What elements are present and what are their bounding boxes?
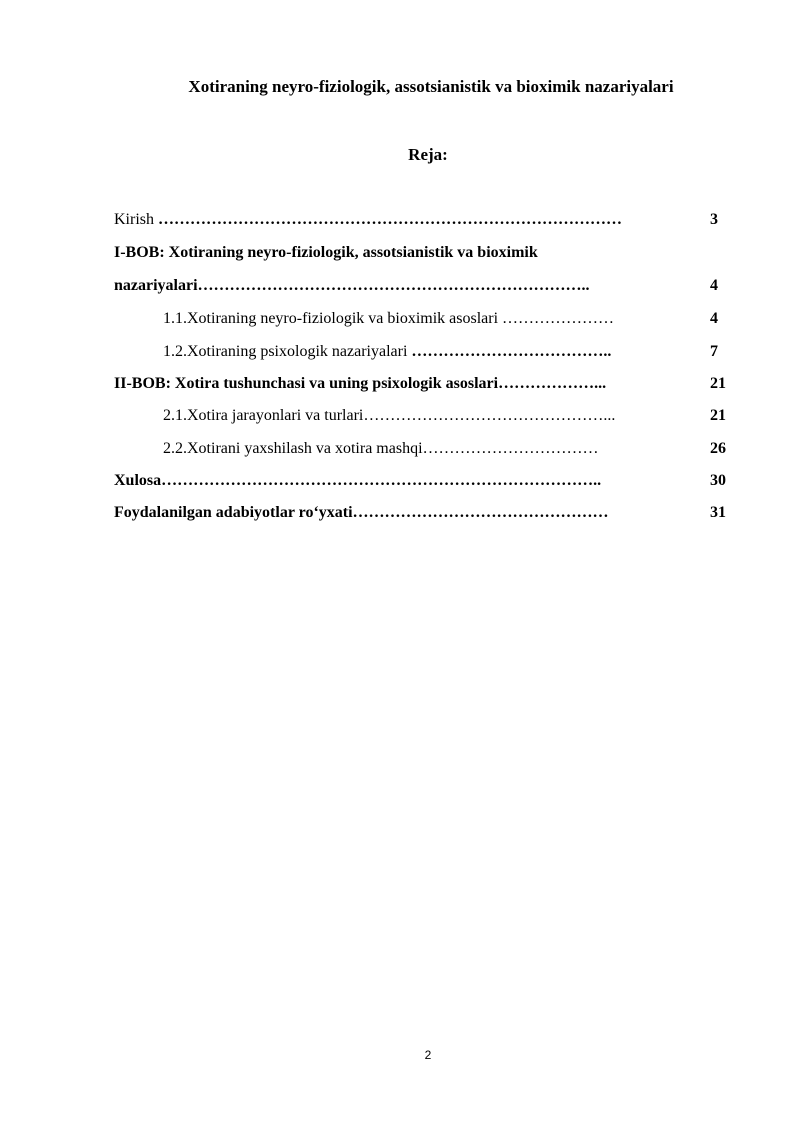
toc-entry-dots: ……………………………………………………………………………: [158, 211, 622, 228]
toc-page-number: 21: [710, 375, 726, 392]
document-title: Xotiraning neyro-fiziologik, assotsianistik va bioximik nazariyalari: [188, 77, 674, 96]
toc-entry-dots: ………………...: [498, 375, 607, 392]
toc-entry-label: 1.1.Xotiraning neyro-fiziologik va bioximik asoslari: [163, 310, 503, 327]
toc-entry-dots: ………………………………..: [411, 343, 612, 360]
toc-entry-chapter-2: [114, 374, 606, 394]
plan-heading: Reja:: [408, 145, 448, 164]
toc-entry-dots: …………………: [502, 310, 615, 327]
toc-entry-section-1-2: [163, 342, 611, 362]
toc-entry-chapter-1-cont: [114, 276, 590, 296]
toc-entry-label: Foydalanilgan adabiyotlar ro‘yxati: [114, 504, 353, 521]
toc-entry-label: I-BOB: Xotiraning neyro-fiziologik, assotsianistik va bioximik: [114, 244, 538, 261]
toc-entry-label: Kirish: [114, 211, 158, 228]
toc-page-number: 30: [710, 472, 726, 489]
toc-page-number: 7: [710, 343, 718, 360]
toc-page-number: 26: [710, 440, 726, 457]
toc-entry-section-1-1: [163, 309, 614, 329]
toc-entry-label: 2.1.Xotira jarayonlari va turlari: [163, 407, 364, 424]
toc-entry-references: [114, 503, 609, 523]
toc-entry-dots: …………………………………………: [352, 504, 609, 521]
toc-entry-label: 1.2.Xotiraning psixologik nazariyalari: [163, 343, 412, 360]
toc-entry-label: Xulosa: [114, 472, 162, 489]
page-number: 2: [424, 1048, 432, 1062]
toc-entry-kirish: [114, 210, 622, 230]
toc-entry-section-2-1: [163, 406, 615, 426]
toc-entry-label: II-BOB: Xotira tushunchasi va uning psixologik asoslari: [114, 375, 499, 392]
toc-page-number: 21: [710, 407, 726, 424]
toc-page-number: 4: [710, 277, 718, 294]
toc-entry-dots: ………………………………………...: [363, 407, 616, 424]
toc-entry-dots: ………………………………………………………………………..: [161, 472, 602, 489]
toc-entry-xulosa: [114, 471, 601, 491]
toc-entry-label: nazariyalari: [114, 277, 198, 294]
toc-entry-label: 2.2.Xotirani yaxshilash va xotira mashqi: [163, 440, 423, 457]
toc-entry-dots: ………………………………………………………………..: [197, 277, 590, 294]
toc-page-number: 31: [710, 504, 726, 521]
toc-page-number: 3: [710, 211, 718, 228]
toc-page-number: 4: [710, 310, 718, 327]
toc-entry-section-2-2: [163, 439, 599, 459]
toc-entry-chapter-1: [114, 243, 538, 263]
toc-entry-dots: ……………………………: [422, 440, 599, 457]
